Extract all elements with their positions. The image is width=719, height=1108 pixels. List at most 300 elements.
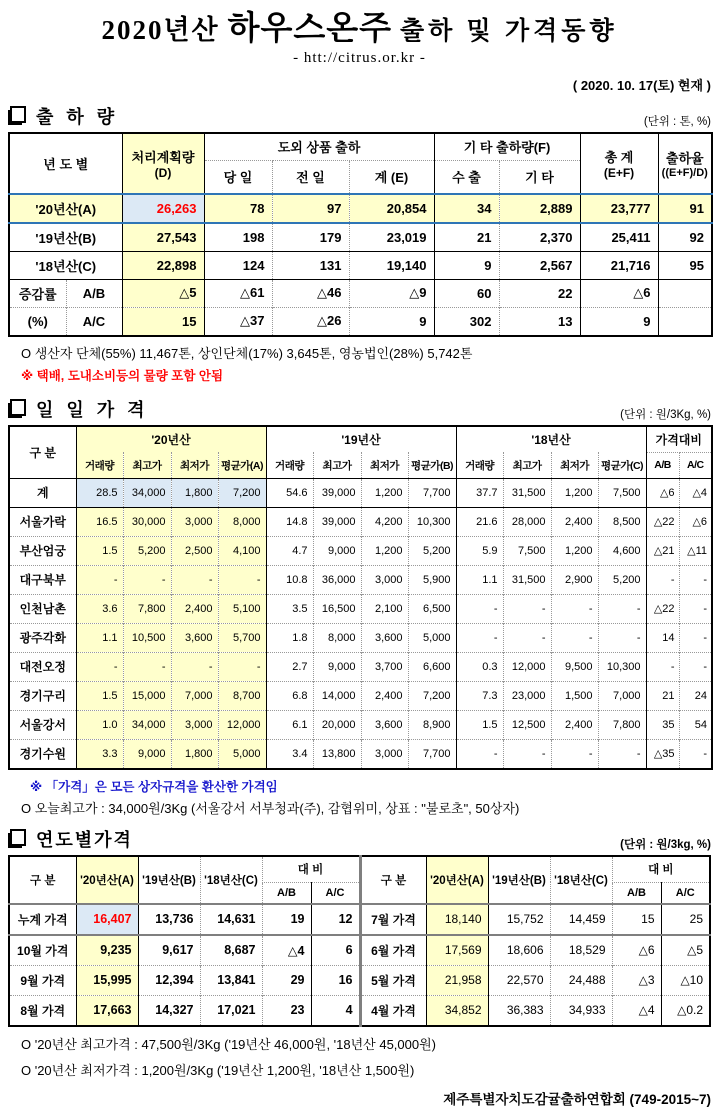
value-cell: 9	[434, 251, 499, 279]
value-cell: 9,000	[123, 739, 171, 769]
value-cell: △5	[122, 279, 204, 307]
value-cell: 92	[658, 223, 712, 252]
header-cell: 최저가	[361, 452, 408, 478]
header-cell: 기 타	[499, 160, 580, 194]
value-cell: 14,000	[313, 681, 361, 710]
value-cell: -	[456, 739, 503, 769]
value-cell: 1,200	[551, 536, 598, 565]
value-cell: △6	[612, 935, 661, 966]
value-cell: △4	[262, 935, 311, 966]
value-cell: 23,777	[580, 194, 658, 223]
value-cell: 30,000	[123, 507, 171, 536]
value-cell: 3.6	[76, 594, 123, 623]
value-cell: 13,736	[138, 904, 200, 935]
value-cell: 3.3	[76, 739, 123, 769]
value-cell: 4.7	[266, 536, 313, 565]
table-row	[9, 279, 712, 307]
value-cell: -	[646, 565, 679, 594]
value-cell: 3,700	[361, 652, 408, 681]
value-cell: 0.3	[456, 652, 503, 681]
row-label: '18년산(C)	[9, 251, 122, 279]
table-row	[9, 995, 710, 1026]
value-cell: 7,200	[408, 681, 456, 710]
value-cell: -	[679, 739, 712, 769]
max-price-note: O '20년산 최고가격 : 47,500원/3Kg ('19년산 46,000원, '18년산 45,000원)	[21, 1036, 436, 1052]
table-row	[9, 623, 712, 652]
value-cell: 39,000	[313, 507, 361, 536]
value-cell: 179	[272, 223, 349, 252]
title-year: 2020년산	[101, 15, 220, 45]
value-cell: 37.7	[456, 478, 503, 507]
value-cell: 1.0	[76, 710, 123, 739]
square-bullet-icon	[10, 399, 26, 416]
value-cell: -	[679, 623, 712, 652]
value-cell: 5,000	[218, 739, 266, 769]
value-cell: 7.3	[456, 681, 503, 710]
value-cell: 3.4	[266, 739, 313, 769]
value-cell: △22	[646, 507, 679, 536]
value-cell: 19	[262, 904, 311, 935]
report-page	[0, 10, 719, 1108]
value-cell: 3,000	[171, 507, 218, 536]
value-cell: 2.7	[266, 652, 313, 681]
header-text: (D)	[154, 165, 172, 180]
header-cell: 기 타 출하량(F)	[434, 133, 580, 161]
value-cell: 14,631	[200, 904, 262, 935]
header-cell: A/C	[311, 882, 360, 904]
value-cell: 3,000	[361, 565, 408, 594]
value-cell: -	[679, 565, 712, 594]
table-row	[9, 594, 712, 623]
value-cell: 26,263	[122, 194, 204, 223]
square-bullet-icon	[10, 829, 26, 846]
header-cell: '20년산	[76, 426, 266, 453]
value-cell: 20,854	[349, 194, 434, 223]
value-cell: -	[551, 739, 598, 769]
value-cell: 124	[204, 251, 272, 279]
value-cell: 2,400	[551, 710, 598, 739]
header-cell: 가격대비	[646, 426, 712, 453]
value-cell: 4,100	[218, 536, 266, 565]
value-cell: 1,200	[361, 478, 408, 507]
value-cell: 31,500	[503, 478, 551, 507]
exclusion-note: ※ 택배, 도내소비등의 물량 포함 안됨	[21, 368, 224, 383]
value-cell: -	[551, 594, 598, 623]
section-header-daily-price	[8, 396, 711, 422]
header-cell	[122, 133, 204, 194]
value-cell: 14.8	[266, 507, 313, 536]
header-cell: 거래량	[76, 452, 123, 478]
value-cell: -	[503, 623, 551, 652]
value-cell: △9	[349, 279, 434, 307]
table-row	[9, 856, 710, 883]
row-label: '19년산(B)	[35, 230, 97, 246]
site-url: - htt://citrus.or.kr -	[293, 50, 426, 67]
value-cell: 15,752	[488, 904, 550, 935]
value-cell: 2,400	[361, 681, 408, 710]
value-cell: 5,200	[123, 536, 171, 565]
row-label: 8월 가격	[9, 995, 76, 1026]
header-cell: '18년산	[456, 426, 646, 453]
value-cell: 97	[272, 194, 349, 223]
table-row	[9, 507, 712, 536]
section-header-yearly-price	[8, 826, 711, 852]
row-label: (%)	[9, 307, 66, 336]
value-cell: 22	[499, 279, 580, 307]
header-cell: 최고가	[503, 452, 551, 478]
header-cell: '18년산(C)	[200, 856, 262, 904]
min-price-note: O '20년산 최저가격 : 1,200원/3Kg ('19년산 1,200원, '18년산 1,500원)	[21, 1062, 415, 1078]
price-conversion-note: ※ 「가격」은 모든 상자규격을 환산한 가격임	[30, 779, 278, 794]
value-cell: 17,663	[76, 995, 138, 1026]
section-title-text: 일 일 가 격	[36, 399, 149, 420]
value-cell: 5,100	[218, 594, 266, 623]
value-cell: 4	[311, 995, 360, 1026]
value-cell: △6	[679, 507, 712, 536]
row-label: 경기수원	[9, 739, 76, 769]
header-cell: '19년산	[266, 426, 456, 453]
value-cell: 2,370	[499, 223, 580, 252]
value-cell: 29	[262, 965, 311, 995]
value-cell: 95	[658, 251, 712, 279]
value-cell: 17,021	[200, 995, 262, 1026]
value-cell: 15	[122, 307, 204, 336]
value-cell: 7,800	[123, 594, 171, 623]
table-row	[9, 904, 710, 935]
value-cell: 302	[434, 307, 499, 336]
header-cell: 최저가	[171, 452, 218, 478]
header-text: ((E+F)/D)	[661, 166, 708, 179]
header-cell: 평균가(C)	[598, 452, 646, 478]
table-row	[9, 223, 712, 252]
value-cell: △10	[661, 965, 710, 995]
value-cell: 1,800	[171, 739, 218, 769]
value-cell: -	[598, 594, 646, 623]
value-cell: 10,300	[408, 507, 456, 536]
header-cell: 최고가	[313, 452, 361, 478]
value-cell: 12,000	[503, 652, 551, 681]
value-cell: 3,600	[361, 623, 408, 652]
value-cell: 8,700	[218, 681, 266, 710]
header-cell	[580, 133, 658, 194]
value-cell: 9,000	[313, 652, 361, 681]
header-cell: '20년산(A)	[76, 856, 138, 904]
value-cell: 1,200	[361, 536, 408, 565]
value-cell	[658, 307, 712, 336]
value-cell: 2,889	[499, 194, 580, 223]
header-cell: 당 일	[204, 160, 272, 194]
row-label: 서울강서	[9, 710, 76, 739]
value-cell: 5,000	[408, 623, 456, 652]
value-cell: 31,500	[503, 565, 551, 594]
value-cell: 6,600	[408, 652, 456, 681]
value-cell: -	[456, 594, 503, 623]
header-cell: 전 일	[272, 160, 349, 194]
header-cell: 도외 상품 출하	[204, 133, 434, 161]
value-cell: 16,500	[313, 594, 361, 623]
value-cell: 2,500	[171, 536, 218, 565]
header-cell: '20년산(A)	[426, 856, 488, 904]
value-cell: 10.8	[266, 565, 313, 594]
value-cell: 21,716	[580, 251, 658, 279]
value-cell: 3.5	[266, 594, 313, 623]
value-cell: -	[679, 594, 712, 623]
value-cell: 10,500	[123, 623, 171, 652]
value-cell: -	[646, 652, 679, 681]
value-cell: 7,700	[408, 478, 456, 507]
value-cell: 5,200	[408, 536, 456, 565]
value-cell: 1.8	[266, 623, 313, 652]
value-cell: 34,000	[123, 478, 171, 507]
value-cell: 13,800	[313, 739, 361, 769]
value-cell: 23	[262, 995, 311, 1026]
value-cell: 14,459	[550, 904, 612, 935]
value-cell: 34,852	[426, 995, 488, 1026]
value-cell: 5,700	[218, 623, 266, 652]
value-cell: 91	[658, 194, 712, 223]
row-label: 증감률	[9, 279, 66, 307]
row-label: 광주각화	[9, 623, 76, 652]
header-cell: A/B	[262, 882, 311, 904]
value-cell: -	[598, 739, 646, 769]
value-cell: 23,000	[503, 681, 551, 710]
value-cell: 16,407	[76, 904, 138, 935]
value-cell: 1,500	[551, 681, 598, 710]
value-cell: 24,488	[550, 965, 612, 995]
header-text: 총 계	[604, 149, 634, 165]
row-label: 누계 가격	[9, 904, 76, 935]
value-cell: 14	[646, 623, 679, 652]
section-title	[8, 396, 149, 422]
value-cell: -	[218, 565, 266, 594]
value-cell: △4	[679, 478, 712, 507]
value-cell: 9,500	[551, 652, 598, 681]
shipment-table	[8, 132, 713, 337]
square-bullet-icon	[10, 106, 26, 123]
value-cell: 22,570	[488, 965, 550, 995]
value-cell: -	[123, 565, 171, 594]
header-cell: 평균가(B)	[408, 452, 456, 478]
value-cell: 12,000	[218, 710, 266, 739]
header-cell: 년 도 별	[43, 156, 89, 172]
value-cell: △26	[272, 307, 349, 336]
section-title-text: 출 하 량	[36, 106, 119, 127]
row-label: 대구북부	[9, 565, 76, 594]
value-cell: 54.6	[266, 478, 313, 507]
value-cell: 9,617	[138, 935, 200, 966]
section-title-text: 연도별가격	[36, 829, 133, 850]
value-cell: 1.1	[456, 565, 503, 594]
table-row	[9, 965, 710, 995]
table-row	[9, 426, 712, 453]
value-cell: 22,898	[122, 251, 204, 279]
section-title	[8, 103, 118, 129]
value-cell: -	[503, 594, 551, 623]
value-cell: 1.5	[456, 710, 503, 739]
value-cell: 18,529	[550, 935, 612, 966]
unit-label: (단위 : 톤, %)	[643, 115, 711, 128]
value-cell: 27,543	[122, 223, 204, 252]
value-cell: △21	[646, 536, 679, 565]
value-cell: 60	[434, 279, 499, 307]
value-cell: 1.5	[76, 536, 123, 565]
header-cell: '18년산(C)	[550, 856, 612, 904]
table-row	[9, 710, 712, 739]
value-cell: 6.1	[266, 710, 313, 739]
value-cell: △22	[646, 594, 679, 623]
value-cell: 17,569	[426, 935, 488, 966]
value-cell: 7,000	[598, 681, 646, 710]
value-cell: -	[598, 623, 646, 652]
table-row	[9, 133, 712, 161]
value-cell: △35	[646, 739, 679, 769]
header-cell: 수 출	[434, 160, 499, 194]
value-cell: 8,900	[408, 710, 456, 739]
value-cell: 5,900	[408, 565, 456, 594]
header-cell: 구 분	[360, 856, 426, 904]
report-date: ( 2020. 10. 17(토) 현재 )	[572, 77, 711, 93]
table-row	[9, 681, 712, 710]
row-label: 5월 가격	[360, 965, 426, 995]
value-cell: △3	[612, 965, 661, 995]
value-cell: 13	[499, 307, 580, 336]
value-cell: △0.2	[661, 995, 710, 1026]
section-header-shipment	[8, 103, 711, 129]
value-cell: 54	[679, 710, 712, 739]
value-cell: -	[503, 739, 551, 769]
value-cell: △37	[204, 307, 272, 336]
value-cell: -	[171, 565, 218, 594]
value-cell: 18,606	[488, 935, 550, 966]
row-label: 10월 가격	[9, 935, 76, 966]
value-cell: 16.5	[76, 507, 123, 536]
row-label: 6월 가격	[360, 935, 426, 966]
value-cell: 36,000	[313, 565, 361, 594]
value-cell: △6	[580, 279, 658, 307]
table-row	[9, 251, 712, 279]
unit-label: (단위 : 원/3Kg, %)	[620, 408, 711, 421]
value-cell: 7,800	[598, 710, 646, 739]
value-cell: 9	[349, 307, 434, 336]
value-cell: 16	[311, 965, 360, 995]
value-cell: 20,000	[313, 710, 361, 739]
value-cell: 9,235	[76, 935, 138, 966]
unit-label: (단위 : 원/3kg, %)	[620, 838, 711, 851]
value-cell: 21	[646, 681, 679, 710]
row-label: 4월 가격	[360, 995, 426, 1026]
value-cell: 39,000	[313, 478, 361, 507]
value-cell: 8,687	[200, 935, 262, 966]
value-cell: 7,000	[171, 681, 218, 710]
value-cell: 1,200	[551, 478, 598, 507]
row-label: 7월 가격	[360, 904, 426, 935]
value-cell: 12	[311, 904, 360, 935]
value-cell: 3,000	[361, 739, 408, 769]
value-cell: 7,700	[408, 739, 456, 769]
value-cell: 21	[434, 223, 499, 252]
value-cell: -	[551, 623, 598, 652]
value-cell: 6.8	[266, 681, 313, 710]
value-cell: 35	[646, 710, 679, 739]
value-cell: 8,000	[218, 507, 266, 536]
row-label: 경기구리	[9, 681, 76, 710]
value-cell: 15	[612, 904, 661, 935]
value-cell: 28.5	[76, 478, 123, 507]
value-cell: 25	[661, 904, 710, 935]
row-label: 서울가락	[9, 507, 76, 536]
value-cell: 2,567	[499, 251, 580, 279]
header-cell: 최저가	[551, 452, 598, 478]
value-cell: △11	[679, 536, 712, 565]
table-row	[9, 478, 712, 507]
value-cell: 2,400	[171, 594, 218, 623]
table-row	[9, 565, 712, 594]
header-cell: 대 비	[612, 856, 710, 883]
value-cell: 6	[311, 935, 360, 966]
value-cell: 7,500	[598, 478, 646, 507]
value-cell: 13,841	[200, 965, 262, 995]
value-cell: 3,000	[171, 710, 218, 739]
table-row	[9, 739, 712, 769]
row-label: '20년산(A)	[9, 194, 122, 223]
value-cell: 2,900	[551, 565, 598, 594]
value-cell: 12,500	[503, 710, 551, 739]
value-cell: 6,500	[408, 594, 456, 623]
header-cell: 대 비	[262, 856, 360, 883]
header-cell: 거래량	[266, 452, 313, 478]
row-label: 인천남촌	[9, 594, 76, 623]
value-cell: 21.6	[456, 507, 503, 536]
header-cell: 최고가	[123, 452, 171, 478]
producer-note: O 생산자 단체(55%) 11,467톤, 상인단체(17%) 3,645톤, 영농법인(28%) 5,742톤	[21, 345, 473, 361]
header-cell: 평균가(A)	[218, 452, 266, 478]
row-label: 대전오정	[9, 652, 76, 681]
row-label: A/C	[66, 307, 122, 336]
title-product: 하우스온주	[227, 9, 392, 46]
value-cell: -	[76, 652, 123, 681]
value-cell: 34	[434, 194, 499, 223]
row-label: 9월 가격	[9, 965, 76, 995]
value-cell: 9,000	[313, 536, 361, 565]
title-block	[8, 10, 711, 67]
header-cell: A/C	[661, 882, 710, 904]
value-cell: 2,400	[551, 507, 598, 536]
value-cell: 7,500	[503, 536, 551, 565]
value-cell: 21,958	[426, 965, 488, 995]
row-label: 계	[9, 478, 76, 507]
value-cell: 131	[272, 251, 349, 279]
value-cell: 7,200	[218, 478, 266, 507]
section-title	[8, 826, 133, 852]
value-cell: 12,394	[138, 965, 200, 995]
value-cell: 24	[679, 681, 712, 710]
header-cell: A/B	[612, 882, 661, 904]
value-cell: 10,300	[598, 652, 646, 681]
table-row	[9, 935, 710, 966]
value-cell: 28,000	[503, 507, 551, 536]
header-text: 처리계획량	[131, 149, 195, 165]
value-cell: 15,995	[76, 965, 138, 995]
value-cell: △4	[612, 995, 661, 1026]
value-cell: 34,000	[123, 710, 171, 739]
value-cell: -	[171, 652, 218, 681]
row-label: A/B	[66, 279, 122, 307]
header-cell: A/C	[679, 452, 712, 478]
value-cell: -	[123, 652, 171, 681]
value-cell: 78	[204, 194, 272, 223]
value-cell: △6	[646, 478, 679, 507]
value-cell: △5	[661, 935, 710, 966]
